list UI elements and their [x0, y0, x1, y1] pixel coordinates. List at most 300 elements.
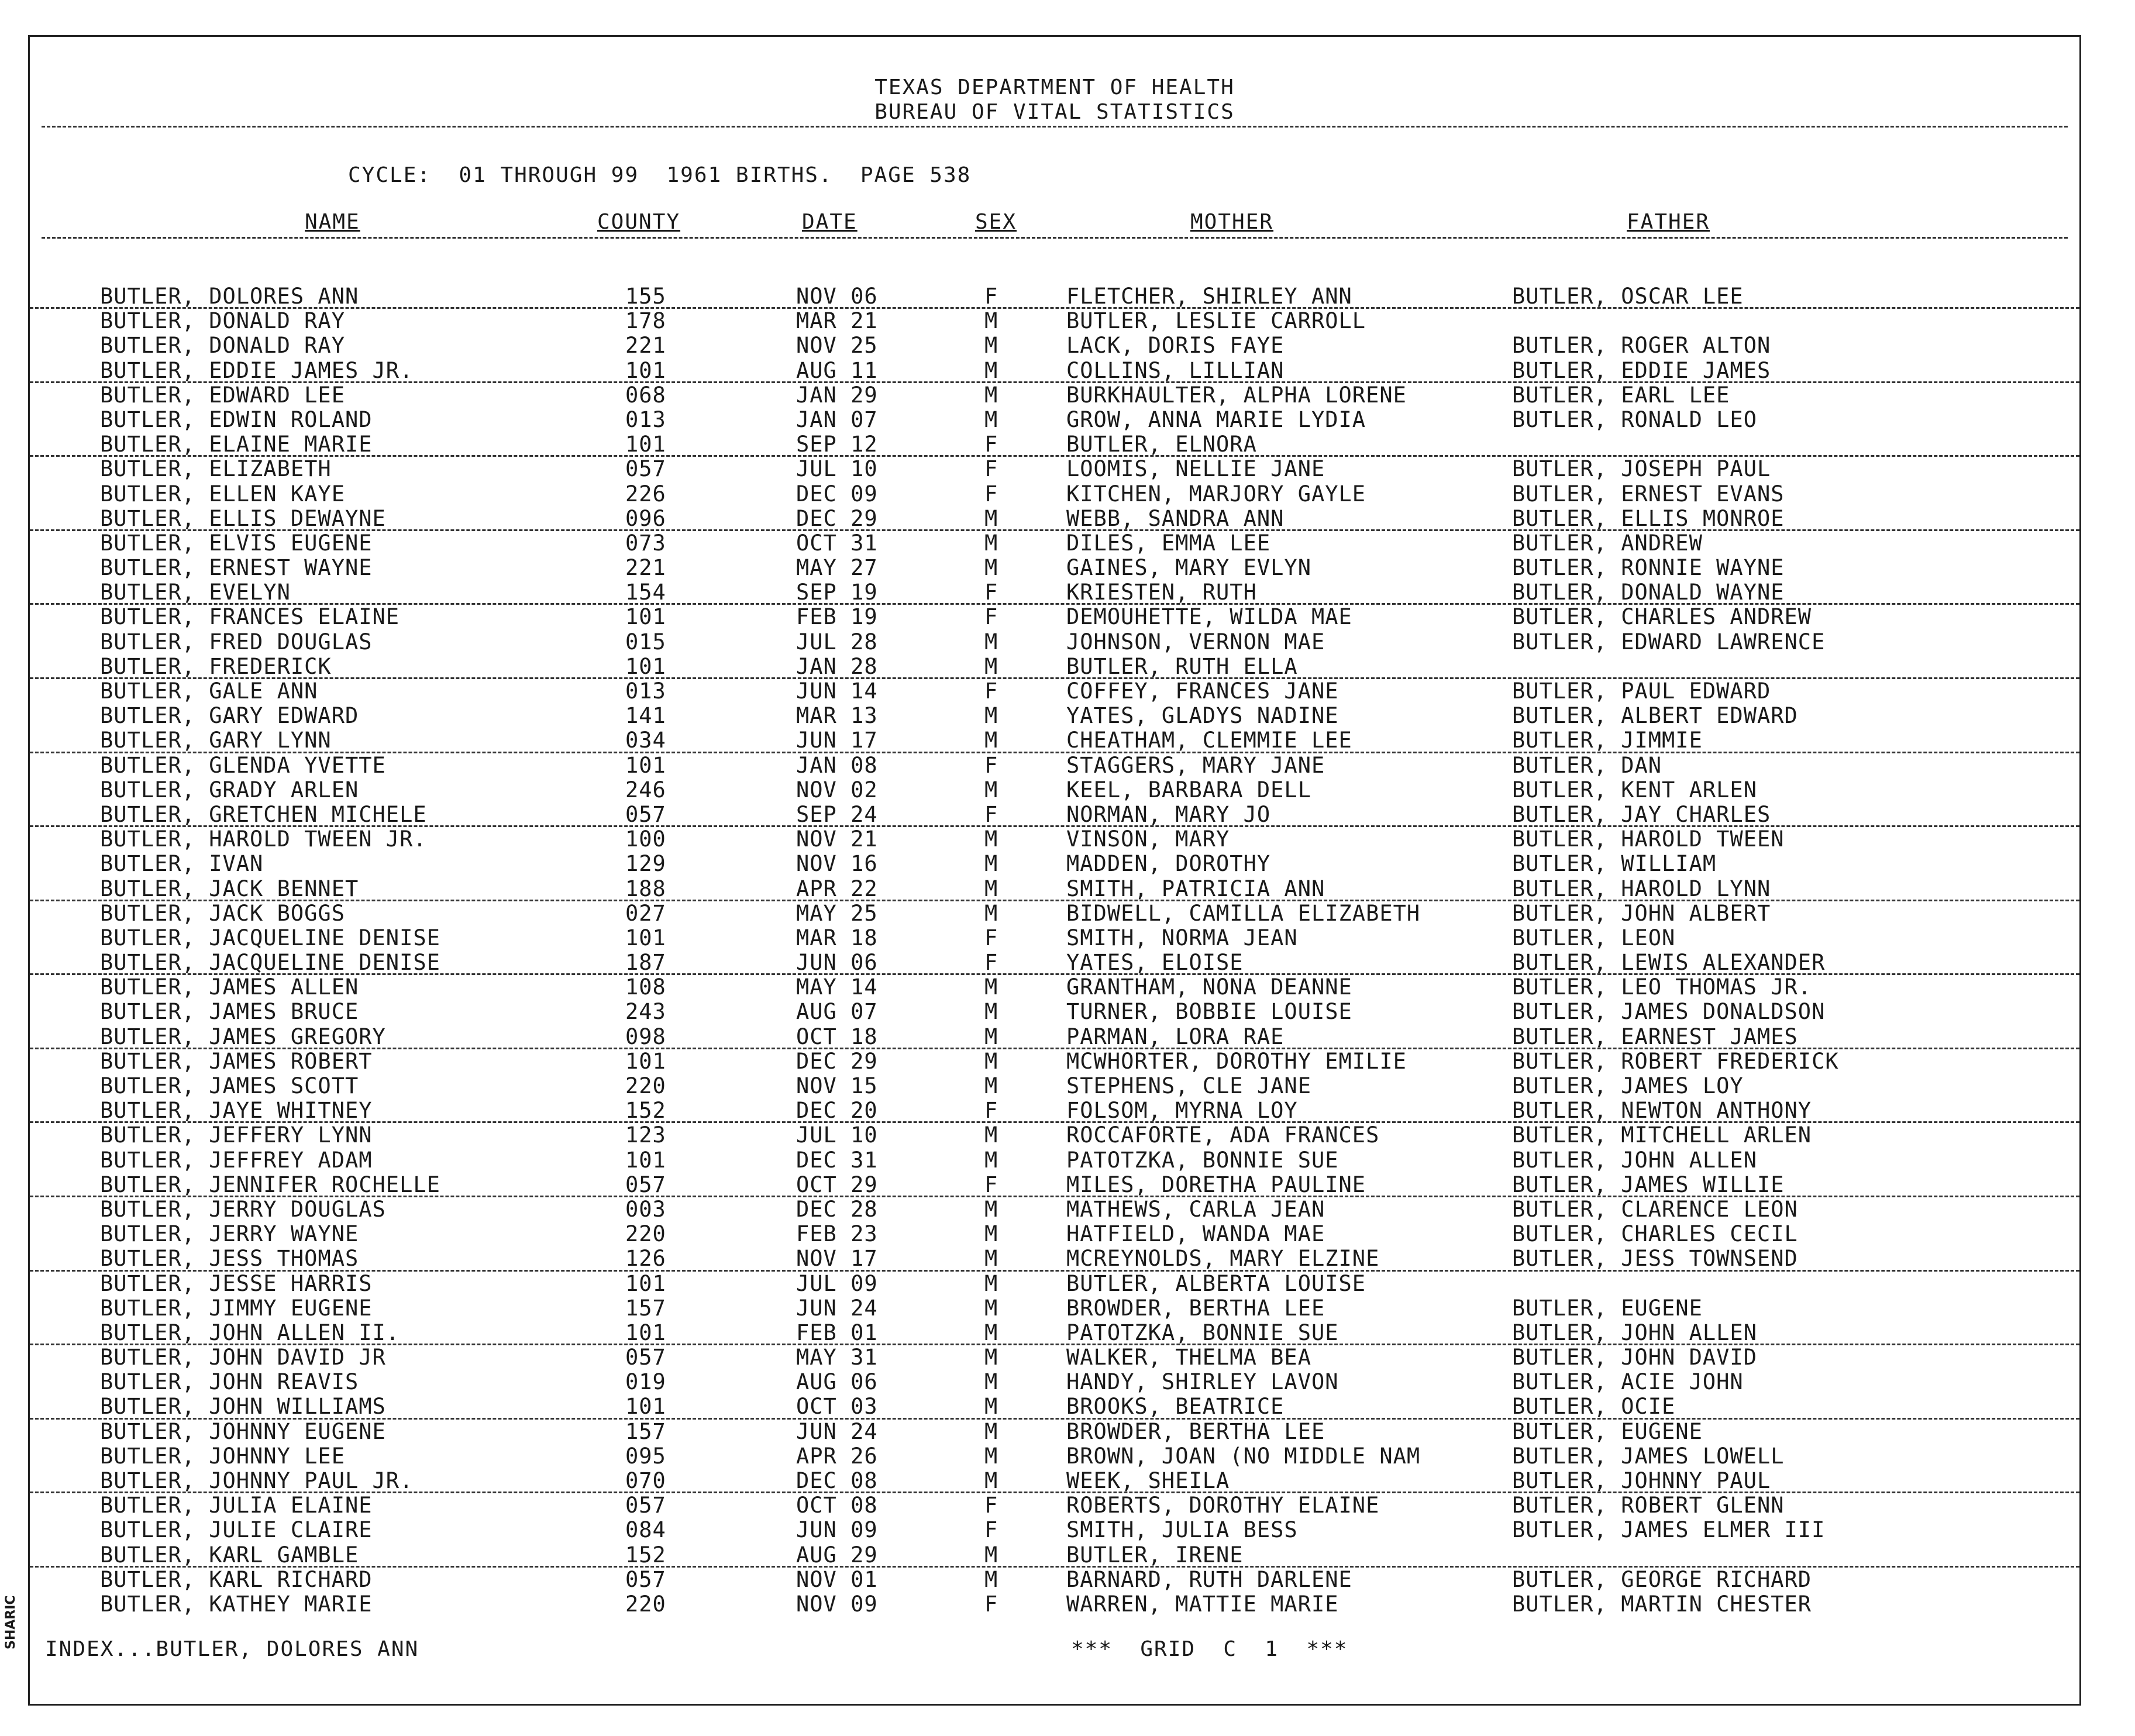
table-row	[30, 926, 2079, 950]
table-row	[30, 1518, 2079, 1542]
table-row	[30, 1148, 2079, 1173]
cell-date: AUG 07	[796, 999, 878, 1025]
table-row	[30, 284, 2079, 309]
cell-sex: M	[984, 826, 998, 852]
cell-date: DEC 28	[796, 1196, 878, 1222]
cell-father: BUTLER, WILLIAM	[1512, 851, 1717, 877]
cell-sex: M	[984, 777, 998, 802]
cell-mother: PATOTZKA, BONNIE SUE	[1066, 1320, 1339, 1345]
cell-sex: M	[984, 1443, 998, 1469]
cell-sex: M	[984, 505, 998, 531]
cell-sex: M	[984, 1345, 998, 1370]
cell-sex: M	[984, 555, 998, 581]
cell-date: APR 26	[796, 1443, 878, 1469]
cell-date: NOV 01	[796, 1566, 878, 1592]
cell-name: BUTLER, JOHN WILLIAMS	[100, 1394, 386, 1420]
cell-date: OCT 03	[796, 1394, 878, 1420]
table-row	[30, 1345, 2079, 1370]
cell-date: MAY 25	[796, 900, 878, 926]
cell-father: BUTLER, ROBERT GLENN	[1512, 1493, 1785, 1518]
cell-name: BUTLER, EDWARD LEE	[100, 382, 345, 408]
table-row	[30, 1592, 2079, 1617]
index-footer: INDEX...BUTLER, DOLORES ANN	[45, 1637, 419, 1661]
cell-mother: BUTLER, IRENE	[1066, 1542, 1244, 1568]
cell-mother: BIDWELL, CAMILLA ELIZABETH	[1066, 900, 1421, 926]
cell-sex: F	[984, 481, 998, 507]
divider	[42, 237, 2068, 239]
cell-name: BUTLER, DONALD RAY	[100, 333, 345, 359]
table-row	[30, 605, 2079, 629]
cell-name: BUTLER, GRETCHEN MICHELE	[100, 801, 427, 827]
cell-county: 098	[625, 1024, 666, 1049]
cell-county: 070	[625, 1468, 666, 1493]
grid-footer: *** GRID C 1 ***	[1071, 1637, 1348, 1661]
cell-sex: M	[984, 1147, 998, 1173]
cell-father: BUTLER, EDWARD LAWRENCE	[1512, 629, 1826, 655]
cell-sex: M	[984, 1122, 998, 1148]
cell-county: 243	[625, 999, 666, 1025]
cell-mother: COFFEY, FRANCES JANE	[1066, 678, 1339, 704]
cell-sex: F	[984, 925, 998, 950]
cell-name: BUTLER, JESS THOMAS	[100, 1246, 359, 1272]
cell-name: BUTLER, JAMES BRUCE	[100, 999, 359, 1025]
table-row	[30, 1321, 2079, 1345]
cell-sex: M	[984, 629, 998, 655]
cell-sex: M	[984, 1566, 998, 1592]
table-row	[30, 852, 2079, 876]
table-row	[30, 1444, 2079, 1469]
cell-name: BUTLER, JULIA ELAINE	[100, 1493, 373, 1518]
cell-mother: KRIESTEN, RUTH	[1066, 580, 1257, 605]
cell-mother: LOOMIS, NELLIE JANE	[1066, 456, 1325, 482]
cell-mother: JOHNSON, VERNON MAE	[1066, 629, 1325, 655]
cell-father: BUTLER, EUGENE	[1512, 1295, 1703, 1321]
cell-father: BUTLER, JAMES WILLIE	[1512, 1172, 1785, 1197]
cell-county: 101	[625, 1320, 666, 1345]
table-row	[30, 630, 2079, 655]
cell-name: BUTLER, GRADY ARLEN	[100, 777, 359, 802]
cell-name: BUTLER, FREDERICK	[100, 653, 332, 679]
divider	[42, 126, 2068, 128]
cell-mother: MATHEWS, CARLA JEAN	[1066, 1196, 1325, 1222]
cell-sex: M	[984, 653, 998, 679]
cell-county: 013	[625, 678, 666, 704]
table-row	[30, 877, 2079, 901]
cell-mother: HANDY, SHIRLEY LAVON	[1066, 1369, 1339, 1395]
cell-date: DEC 20	[796, 1098, 878, 1124]
cell-county: 034	[625, 728, 666, 753]
cell-sex: M	[984, 1394, 998, 1420]
cell-name: BUTLER, EDWIN ROLAND	[100, 407, 373, 432]
table-row	[30, 901, 2079, 926]
cell-mother: BROWDER, BERTHA LEE	[1066, 1295, 1325, 1321]
cell-name: BUTLER, GALE ANN	[100, 678, 318, 704]
cell-county: 057	[625, 456, 666, 482]
cell-county: 187	[625, 950, 666, 976]
cell-date: JUN 14	[796, 678, 878, 704]
cell-sex: M	[984, 1418, 998, 1444]
cell-mother: DEMOUHETTE, WILDA MAE	[1066, 604, 1352, 630]
cell-county: 057	[625, 1172, 666, 1197]
table-row	[30, 950, 2079, 975]
cell-mother: WALKER, THELMA BEA	[1066, 1345, 1311, 1370]
cell-date: JUN 24	[796, 1295, 878, 1321]
cell-mother: BUTLER, ALBERTA LOUISE	[1066, 1270, 1366, 1296]
cell-county: 123	[625, 1122, 666, 1148]
cell-sex: F	[984, 284, 998, 309]
cell-mother: VINSON, MARY	[1066, 826, 1230, 852]
cell-father: BUTLER, MARTIN CHESTER	[1512, 1591, 1812, 1617]
table-row	[30, 333, 2079, 358]
cell-county: 226	[625, 481, 666, 507]
table-row	[30, 507, 2079, 531]
cell-name: BUTLER, ELIZABETH	[100, 456, 332, 482]
cell-name: BUTLER, ELLEN KAYE	[100, 481, 345, 507]
cell-date: AUG 29	[796, 1542, 878, 1568]
cell-county: 101	[625, 752, 666, 778]
cell-county: 101	[625, 1147, 666, 1173]
table-row	[30, 531, 2079, 556]
cell-mother: KEEL, BARBARA DELL	[1066, 777, 1311, 802]
cell-name: BUTLER, JOHNNY LEE	[100, 1443, 345, 1469]
cell-county: 101	[625, 1048, 666, 1074]
cell-sex: M	[984, 1073, 998, 1098]
cell-name: BUTLER, ELAINE MARIE	[100, 432, 373, 457]
cell-mother: HATFIELD, WANDA MAE	[1066, 1221, 1325, 1247]
cell-sex: M	[984, 703, 998, 729]
cell-name: BUTLER, IVAN	[100, 851, 264, 877]
cell-date: OCT 08	[796, 1493, 878, 1518]
table-row	[30, 1173, 2079, 1197]
cell-mother: COLLINS, LILLIAN	[1066, 357, 1285, 383]
cell-sex: F	[984, 432, 998, 457]
cell-father: BUTLER, ANDREW	[1512, 530, 1703, 556]
cell-mother: LACK, DORIS FAYE	[1066, 333, 1285, 359]
table-row	[30, 1420, 2079, 1444]
cell-mother: GROW, ANNA MARIE LYDIA	[1066, 407, 1366, 432]
cell-name: BUTLER, JOHNNY EUGENE	[100, 1418, 386, 1444]
cell-father: BUTLER, JOHN DAVID	[1512, 1345, 1757, 1370]
cell-mother: STAGGERS, MARY JANE	[1066, 752, 1325, 778]
cell-father: BUTLER, LEWIS ALEXANDER	[1512, 950, 1826, 976]
cell-mother: SMITH, PATRICIA ANN	[1066, 876, 1325, 901]
cell-sex: M	[984, 999, 998, 1025]
cell-county: 015	[625, 629, 666, 655]
cell-date: NOV 09	[796, 1591, 878, 1617]
cell-sex: F	[984, 604, 998, 630]
cell-mother: STEPHENS, CLE JANE	[1066, 1073, 1311, 1098]
table-row	[30, 1370, 2079, 1394]
cell-date: FEB 01	[796, 1320, 878, 1345]
cell-name: BUTLER, JENNIFER ROCHELLE	[100, 1172, 440, 1197]
cell-county: 220	[625, 1591, 666, 1617]
cell-sex: F	[984, 1591, 998, 1617]
header-bureau: BUREAU OF VITAL STATISTICS	[874, 100, 1235, 124]
cell-county: 220	[625, 1221, 666, 1247]
cell-name: BUTLER, HAROLD TWEEN JR.	[100, 826, 427, 852]
cell-sex: F	[984, 1517, 998, 1543]
cell-county: 003	[625, 1196, 666, 1222]
cell-mother: BUTLER, LESLIE CARROLL	[1066, 308, 1366, 334]
cell-name: BUTLER, DONALD RAY	[100, 308, 345, 334]
cell-sex: M	[984, 1320, 998, 1345]
cell-name: BUTLER, GLENDA YVETTE	[100, 752, 386, 778]
cell-sex: M	[984, 357, 998, 383]
table-row	[30, 753, 2079, 778]
table-row	[30, 1469, 2079, 1493]
cell-county: 084	[625, 1517, 666, 1543]
cell-date: AUG 06	[796, 1369, 878, 1395]
cell-father: BUTLER, LEO THOMAS JR.	[1512, 974, 1812, 1000]
cell-county: 101	[625, 604, 666, 630]
cell-date: NOV 21	[796, 826, 878, 852]
cell-county: 152	[625, 1542, 666, 1568]
cell-date: JUL 10	[796, 456, 878, 482]
cell-mother: MCREYNOLDS, MARY ELZINE	[1066, 1246, 1380, 1272]
cell-mother: BROWDER, BERTHA LEE	[1066, 1418, 1325, 1444]
cell-mother: DILES, EMMA LEE	[1066, 530, 1271, 556]
cell-father: BUTLER, OCIE	[1512, 1394, 1676, 1420]
cell-name: BUTLER, JESSE HARRIS	[100, 1270, 373, 1296]
cell-date: SEP 24	[796, 801, 878, 827]
table-row	[30, 778, 2079, 802]
cell-sex: M	[984, 382, 998, 408]
cell-father: BUTLER, JESS TOWNSEND	[1512, 1246, 1798, 1272]
cell-name: BUTLER, JERRY DOUGLAS	[100, 1196, 386, 1222]
cell-name: BUTLER, JAMES GREGORY	[100, 1024, 386, 1049]
cell-name: BUTLER, GARY EDWARD	[100, 703, 359, 729]
cell-mother: PATOTZKA, BONNIE SUE	[1066, 1147, 1339, 1173]
table-row	[30, 408, 2079, 432]
cell-sex: F	[984, 678, 998, 704]
cell-name: BUTLER, JACQUELINE DENISE	[100, 950, 440, 976]
table-row	[30, 482, 2079, 507]
cell-sex: M	[984, 333, 998, 359]
cell-mother: BURKHAULTER, ALPHA LORENE	[1066, 382, 1407, 408]
cell-date: JUL 28	[796, 629, 878, 655]
cell-mother: WEBB, SANDRA ANN	[1066, 505, 1285, 531]
table-row	[30, 432, 2079, 457]
table-row	[30, 309, 2079, 333]
cell-date: DEC 31	[796, 1147, 878, 1173]
cell-sex: M	[984, 1246, 998, 1272]
cell-mother: MCWHORTER, DOROTHY EMILIE	[1066, 1048, 1407, 1074]
table-row	[30, 827, 2079, 852]
cell-date: JAN 07	[796, 407, 878, 432]
table-row	[30, 1025, 2079, 1049]
cell-date: JUL 10	[796, 1122, 878, 1148]
cell-mother: ROCCAFORTE, ADA FRANCES	[1066, 1122, 1380, 1148]
table-row	[30, 1568, 2079, 1592]
cell-county: 073	[625, 530, 666, 556]
cell-county: 057	[625, 1345, 666, 1370]
cell-mother: NORMAN, MARY JO	[1066, 801, 1271, 827]
cell-county: 101	[625, 357, 666, 383]
table-row	[30, 1493, 2079, 1518]
cell-father: BUTLER, ACIE JOHN	[1512, 1369, 1744, 1395]
cell-name: BUTLER, JAYE WHITNEY	[100, 1098, 373, 1124]
cell-date: FEB 23	[796, 1221, 878, 1247]
cell-mother: SMITH, JULIA BESS	[1066, 1517, 1298, 1543]
cell-name: BUTLER, ELLIS DEWAYNE	[100, 505, 386, 531]
table-row	[30, 1098, 2079, 1123]
cell-father: BUTLER, RONNIE WAYNE	[1512, 555, 1785, 581]
cell-county: 157	[625, 1418, 666, 1444]
cell-name: BUTLER, JACK BOGGS	[100, 900, 345, 926]
header-agency: TEXAS DEPARTMENT OF HEALTH	[874, 75, 1235, 99]
cell-mother: GRANTHAM, NONA DEANNE	[1066, 974, 1352, 1000]
cell-county: 246	[625, 777, 666, 802]
cell-date: DEC 29	[796, 1048, 878, 1074]
cell-date: JUN 06	[796, 950, 878, 976]
table-row	[30, 655, 2079, 679]
cell-father: BUTLER, NEWTON ANTHONY	[1512, 1098, 1812, 1124]
cell-sex: M	[984, 1024, 998, 1049]
cell-father: BUTLER, OSCAR LEE	[1512, 284, 1744, 309]
cell-sex: M	[984, 1048, 998, 1074]
cell-father: BUTLER, JOSEPH PAUL	[1512, 456, 1771, 482]
cell-date: JUN 09	[796, 1517, 878, 1543]
cell-name: BUTLER, JACQUELINE DENISE	[100, 925, 440, 950]
cell-mother: BROWN, JOAN (NO MIDDLE NAM	[1066, 1443, 1421, 1469]
cell-father: BUTLER, KENT ARLEN	[1512, 777, 1757, 802]
table-row	[30, 1000, 2079, 1024]
table-row	[30, 1074, 2079, 1098]
cell-date: MAR 21	[796, 308, 878, 334]
table-row	[30, 728, 2079, 753]
cell-date: MAY 14	[796, 974, 878, 1000]
cell-date: MAR 18	[796, 925, 878, 950]
cell-mother: KITCHEN, MARJORY GAYLE	[1066, 481, 1366, 507]
table-row	[30, 1246, 2079, 1271]
cell-father: BUTLER, CLARENCE LEON	[1512, 1196, 1798, 1222]
cell-sex: M	[984, 876, 998, 901]
cell-date: APR 22	[796, 876, 878, 901]
table-row	[30, 679, 2079, 704]
cell-date: NOV 02	[796, 777, 878, 802]
cell-date: SEP 12	[796, 432, 878, 457]
cell-sex: M	[984, 851, 998, 877]
table-row	[30, 704, 2079, 728]
cell-mother: PARMAN, LORA RAE	[1066, 1024, 1285, 1049]
cell-sex: F	[984, 456, 998, 482]
cell-name: BUTLER, JIMMY EUGENE	[100, 1295, 373, 1321]
column-header-mother: MOTHER	[1190, 210, 1274, 234]
cell-father: BUTLER, JOHN ALBERT	[1512, 900, 1771, 926]
table-row	[30, 1049, 2079, 1074]
table-row	[30, 1394, 2079, 1419]
table-row	[30, 383, 2079, 408]
cell-name: BUTLER, JAMES SCOTT	[100, 1073, 359, 1098]
cell-name: BUTLER, JERRY WAYNE	[100, 1221, 359, 1247]
cell-sex: M	[984, 900, 998, 926]
cell-date: JAN 08	[796, 752, 878, 778]
cell-mother: BARNARD, RUTH DARLENE	[1066, 1566, 1352, 1592]
cell-county: 100	[625, 826, 666, 852]
cell-mother: BUTLER, RUTH ELLA	[1066, 653, 1298, 679]
cell-county: 095	[625, 1443, 666, 1469]
cell-father: BUTLER, EUGENE	[1512, 1418, 1703, 1444]
cell-sex: M	[984, 974, 998, 1000]
cell-date: JUN 24	[796, 1418, 878, 1444]
cell-county: 126	[625, 1246, 666, 1272]
cell-date: OCT 29	[796, 1172, 878, 1197]
cell-father: BUTLER, JOHN ALLEN	[1512, 1320, 1757, 1345]
cell-name: BUTLER, JAMES ALLEN	[100, 974, 359, 1000]
cell-date: JAN 29	[796, 382, 878, 408]
table-row	[30, 457, 2079, 481]
cell-county: 220	[625, 1073, 666, 1098]
cell-county: 154	[625, 580, 666, 605]
cell-mother: WEEK, SHEILA	[1066, 1468, 1230, 1493]
cell-date: JUL 09	[796, 1270, 878, 1296]
table-row	[30, 1272, 2079, 1296]
cell-county: 019	[625, 1369, 666, 1395]
cell-father: BUTLER, RONALD LEO	[1512, 407, 1757, 432]
cell-father: BUTLER, JIMMIE	[1512, 728, 1703, 753]
cell-father: BUTLER, ALBERT EDWARD	[1512, 703, 1798, 729]
cell-father: BUTLER, CHARLES ANDREW	[1512, 604, 1812, 630]
cell-name: BUTLER, KARL RICHARD	[100, 1566, 373, 1592]
column-header-name: NAME	[305, 210, 360, 234]
cell-mother: GAINES, MARY EVLYN	[1066, 555, 1311, 581]
cell-county: 096	[625, 505, 666, 531]
cell-sex: M	[984, 530, 998, 556]
cell-sex: F	[984, 950, 998, 976]
table-row	[30, 1197, 2079, 1222]
cell-father: BUTLER, JAMES ELMER III	[1512, 1517, 1826, 1543]
column-header-sex: SEX	[975, 210, 1017, 234]
cycle-line: CYCLE: 01 THROUGH 99 1961 BIRTHS. PAGE 538	[348, 163, 972, 187]
cell-mother: WARREN, MATTIE MARIE	[1066, 1591, 1339, 1617]
cell-county: 101	[625, 1394, 666, 1420]
cell-date: NOV 15	[796, 1073, 878, 1098]
cell-name: BUTLER, JAMES ROBERT	[100, 1048, 373, 1074]
cell-father: BUTLER, JAMES LOY	[1512, 1073, 1744, 1098]
table-row	[30, 1222, 2079, 1246]
cell-name: BUTLER, JACK BENNET	[100, 876, 359, 901]
column-header-date: DATE	[802, 210, 858, 234]
cell-father: BUTLER, JAMES LOWELL	[1512, 1443, 1785, 1469]
cell-county: 178	[625, 308, 666, 334]
cell-county: 057	[625, 1566, 666, 1592]
cell-sex: F	[984, 752, 998, 778]
cell-name: BUTLER, JEFFREY ADAM	[100, 1147, 373, 1173]
cell-date: NOV 06	[796, 284, 878, 309]
cell-mother: BROOKS, BEATRICE	[1066, 1394, 1285, 1420]
cell-mother: FLETCHER, SHIRLEY ANN	[1066, 284, 1352, 309]
cell-county: 027	[625, 900, 666, 926]
cell-name: BUTLER, JOHNNY PAUL JR.	[100, 1468, 414, 1493]
cell-name: BUTLER, JOHN DAVID JR	[100, 1345, 386, 1370]
cell-date: JAN 28	[796, 653, 878, 679]
cell-mother: SMITH, NORMA JEAN	[1066, 925, 1298, 950]
cell-name: BUTLER, FRED DOUGLAS	[100, 629, 373, 655]
cell-father: BUTLER, DONALD WAYNE	[1512, 580, 1785, 605]
cell-date: DEC 29	[796, 505, 878, 531]
cell-mother: MADDEN, DOROTHY	[1066, 851, 1271, 877]
table-row	[30, 556, 2079, 580]
table-row	[30, 1543, 2079, 1568]
cell-mother: BUTLER, ELNORA	[1066, 432, 1257, 457]
cell-sex: M	[984, 407, 998, 432]
cell-sex: M	[984, 1369, 998, 1395]
cell-date: NOV 16	[796, 851, 878, 877]
cell-father: BUTLER, ROBERT FREDERICK	[1512, 1048, 1839, 1074]
cell-date: DEC 08	[796, 1468, 878, 1493]
document-frame	[28, 35, 2081, 1706]
cell-date: SEP 19	[796, 580, 878, 605]
